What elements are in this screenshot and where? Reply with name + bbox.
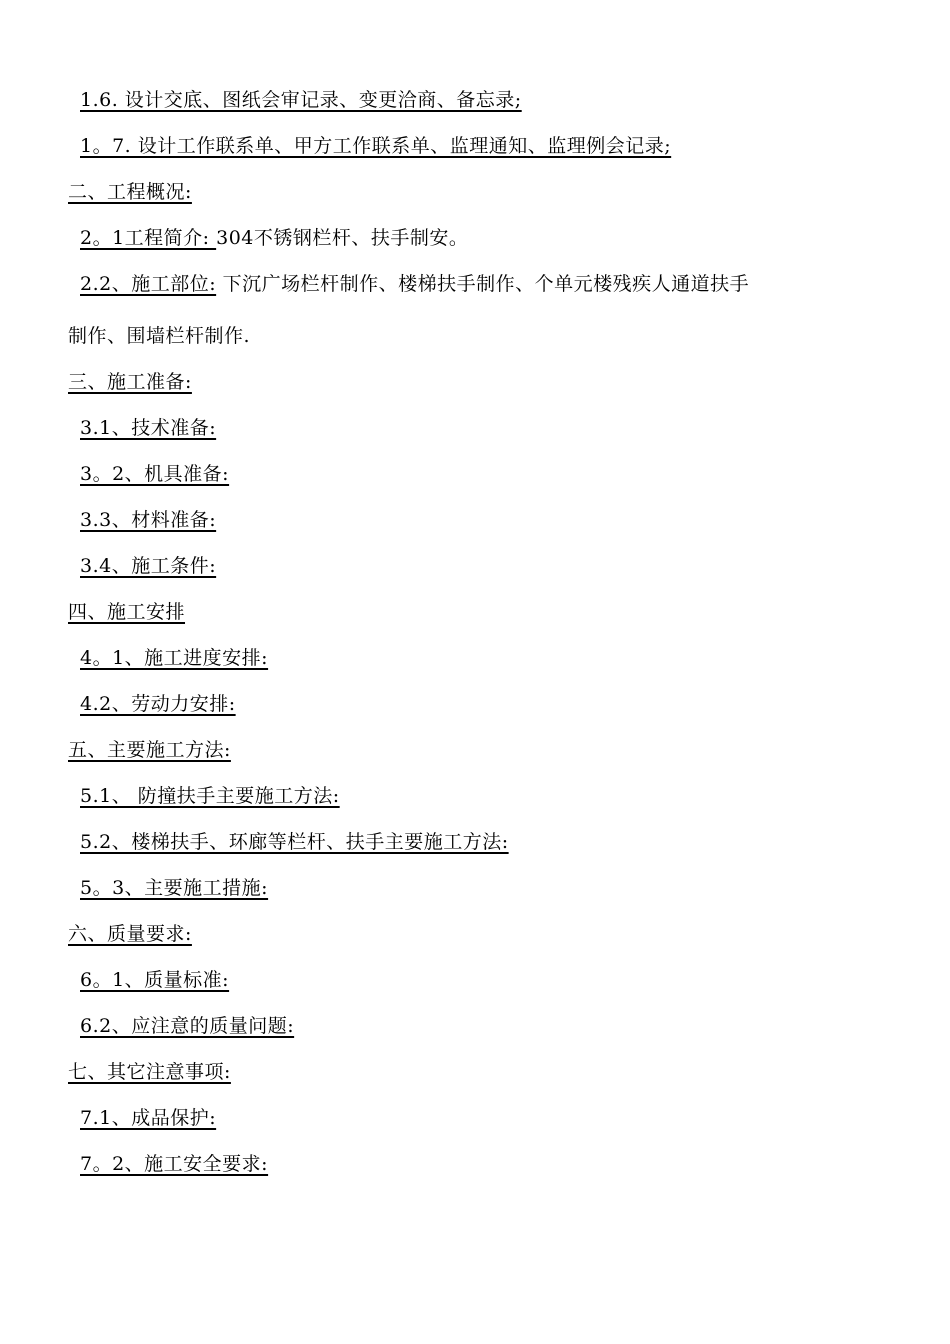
item-3-3 xyxy=(80,508,216,532)
item-1-6-text: 1.6. 设计交底、图纸会审记录、变更洽商、备忘录; xyxy=(80,89,522,111)
item-5-1-text: 5.1、 防撞扶手主要施工方法: xyxy=(80,785,340,807)
item-1-6 xyxy=(80,88,522,112)
item-7-1 xyxy=(80,1106,216,1130)
section-5-heading-text: 五、主要施工方法: xyxy=(68,739,231,761)
item-4-1-text: 4。1、施工进度安排: xyxy=(80,647,269,669)
item-5-3 xyxy=(80,876,268,900)
item-2-2-cont-text: 制作、围墙栏杆制作. xyxy=(68,325,251,347)
section-7-heading xyxy=(68,1060,231,1084)
item-6-1-text: 6。1、质量标准: xyxy=(80,969,230,991)
item-1-7-text: 1。7. 设计工作联系单、甲方工作联系单、监理通知、监理例会记录; xyxy=(80,135,672,157)
section-2-heading xyxy=(68,180,192,204)
item-5-1 xyxy=(80,784,340,808)
section-4-heading-text: 四、施工安排 xyxy=(68,601,186,623)
item-2-2-text: 下沉广场栏杆制作、楼梯扶手制作、个单元楼残疾人通道扶手 xyxy=(216,273,750,295)
section-7-heading-text: 七、其它注意事项: xyxy=(68,1061,231,1083)
section-4-heading xyxy=(68,600,185,624)
item-2-2-label: 2.2、施工部位: xyxy=(80,273,217,295)
item-4-1 xyxy=(80,646,268,670)
section-6-heading xyxy=(68,922,192,946)
item-7-2-text: 7。2、施工安全要求: xyxy=(80,1153,269,1175)
section-3-heading-text: 三、施工准备: xyxy=(68,371,192,393)
item-3-3-text: 3.3、材料准备: xyxy=(80,509,217,531)
section-3-heading xyxy=(68,370,192,394)
item-2-2 xyxy=(80,272,749,296)
item-2-1 xyxy=(80,226,468,250)
item-3-4 xyxy=(80,554,216,578)
section-6-heading-text: 六、质量要求: xyxy=(68,923,192,945)
item-2-1-text: 304不锈钢栏杆、扶手制安。 xyxy=(216,227,469,249)
section-5-heading xyxy=(68,738,231,762)
item-3-2-text: 3。2、机具准备: xyxy=(80,463,230,485)
item-6-2-text: 6.2、应注意的质量问题: xyxy=(80,1015,295,1037)
item-7-2 xyxy=(80,1152,268,1176)
item-3-2 xyxy=(80,462,229,486)
section-2-heading-text: 二、工程概况: xyxy=(68,181,192,203)
item-2-1-label: 2。1工程简介: xyxy=(80,227,217,249)
item-7-1-text: 7.1、成品保护: xyxy=(80,1107,217,1129)
item-4-2 xyxy=(80,692,236,716)
item-3-1-text: 3.1、技术准备: xyxy=(80,417,217,439)
item-5-2-text: 5.2、楼梯扶手、环廊等栏杆、扶手主要施工方法: xyxy=(80,831,509,853)
item-3-4-text: 3.4、施工条件: xyxy=(80,555,217,577)
item-1-7 xyxy=(80,134,671,158)
item-5-2 xyxy=(80,830,509,854)
item-6-2 xyxy=(80,1014,294,1038)
item-6-1 xyxy=(80,968,229,992)
item-3-1 xyxy=(80,416,216,440)
item-2-2-continuation xyxy=(68,324,250,348)
item-5-3-text: 5。3、主要施工措施: xyxy=(80,877,269,899)
item-4-2-text: 4.2、劳动力安排: xyxy=(80,693,236,715)
